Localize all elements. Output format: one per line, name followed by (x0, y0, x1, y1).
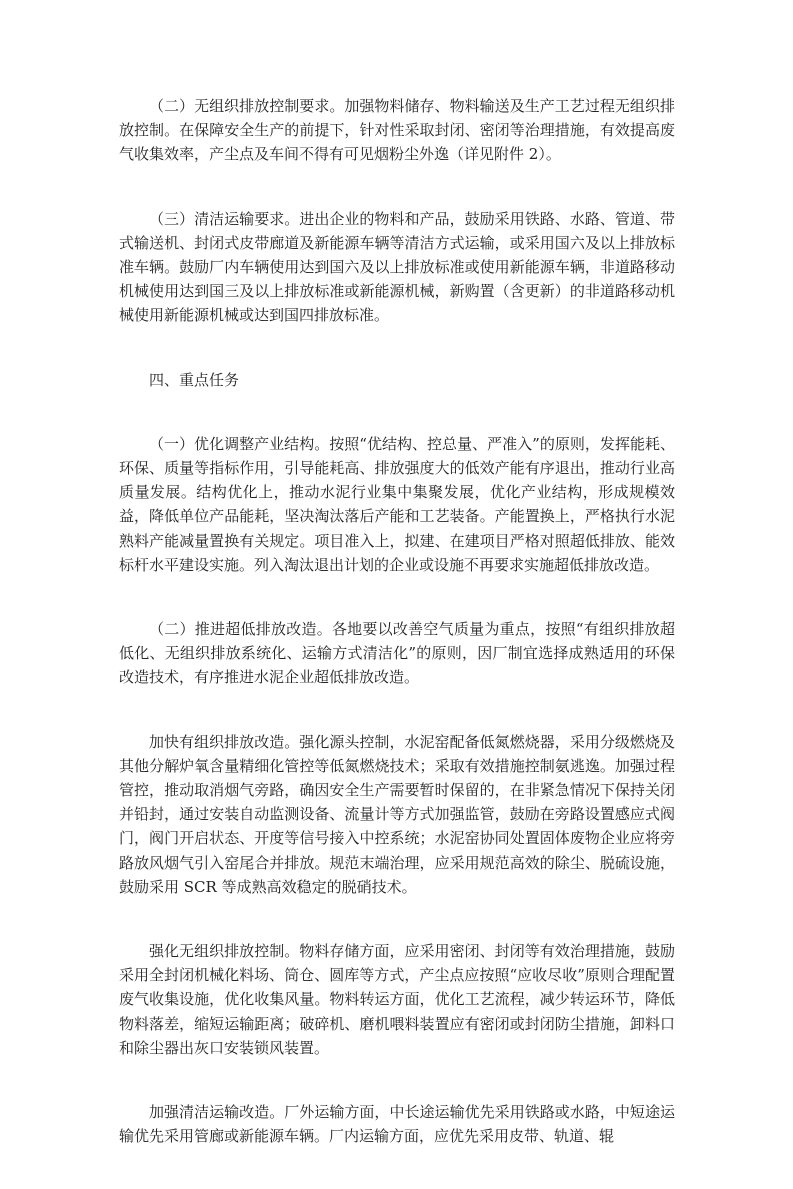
paragraph-clean-transport: （三）清洁运输要求。进出企业的物料和产品，鼓励采用铁路、水路、管道、带式输送机、封闭式皮带廊道及新能源车辆等清洁方式运输，或采用国六及以上排放标准车辆。鼓励厂内车辆使用达到国六及以上排放标准或使用新能源车辆，非道路移动机械使用达到国三及以上排放标准或新能源机械，新购置（含更新）的非道路移动机械使用新能源机械或达到国四排放标准。 (119, 209, 675, 325)
paragraph-clean-transport-upgrade: 加强清洁运输改造。厂外运输方面，中长途运输优先采用铁路或水路，中短途运输优先采用管廊或新能源车辆。厂内运输方面，应优先采用皮带、轨道、辊 (119, 1103, 675, 1146)
document-body (119, 94, 675, 1189)
paragraph-unorganized-emission: （二）无组织排放控制要求。加强物料储存、物料输送及生产工艺过程无组织排放控制。在保障安全生产的前提下，针对性采取封闭、密闭等治理措施，有效提高废气收集效率，产尘点及车间不得有可见烟粉尘外逸（详见附件 2）。 (119, 97, 675, 164)
section-heading-key-tasks: 四、重点任务 (149, 370, 240, 389)
paragraph-ultra-low-emission: （二）推进超低排放改造。各地要以改善空气质量为重点，按照“有组织排放超低化、无组织排放系统化、运输方式清洁化”的原则，因厂制宜选择成熟适用的环保改造技术，有序推进水泥企业超低排放改造。 (119, 620, 675, 687)
paragraph-organized-emission: 加快有组织排放改造。强化源头控制，水泥窑配备低氮燃烧器，采用分级燃烧及其他分解炉氧含量精细化管控等低氮燃烧技术；采取有效措施控制氨逃逸。加强过程管控，推动取消烟气旁路，确因安全生产需要暂时保留的，在非紧急情况下保持关闭并铅封，通过安装自动监测设备、流量计等方式加强监管，鼓励在旁路设置感应式阀门，阀门开启状态、开度等信号接入中控系统；水泥窑协同处置固体废物企业应将旁路放风烟气引入窑尾合并排放。规范末端治理，应采用规范高效的除尘、脱硫设施，鼓励采用 SCR 等成熟高效稳定的脱硝技术。 (119, 732, 675, 896)
paragraph-unorganized-control: 强化无组织排放控制。物料存储方面，应采用密闭、封闭等有效治理措施，鼓励采用全封闭机械化料场、筒仓、圆库等方式，产尘点应按照“应收尽收”原则合理配置废气收集设施，优化收集风量。物料转运方面，优化工艺流程，减少转运环节，降低物料落差，缩短运输距离；破碎机、磨机喂料装置应有密闭或封闭防尘措施，卸料口和除尘器出灰口安装锁风装置。 (119, 942, 675, 1057)
paragraph-industry-structure: （一）优化调整产业结构。按照“优结构、控总量、严准入”的原则，发挥能耗、环保、质量等指标作用，引导能耗高、排放强度大的低效产能有序退出，推动行业高质量发展。结构优化上，推动水泥行业集中集聚发展，优化产业结构，形成规模效益，降低单位产品能耗，坚决淘汰落后产能和工艺装备。产能置换上，严格执行水泥熟料产能减量置换有关规定。项目准入上，拟建、在建项目严格对照超低排放、能效标杆水平建设实施。列入淘汰退出计划的企业或设施不再要求实施超低排放改造。 (119, 434, 675, 574)
